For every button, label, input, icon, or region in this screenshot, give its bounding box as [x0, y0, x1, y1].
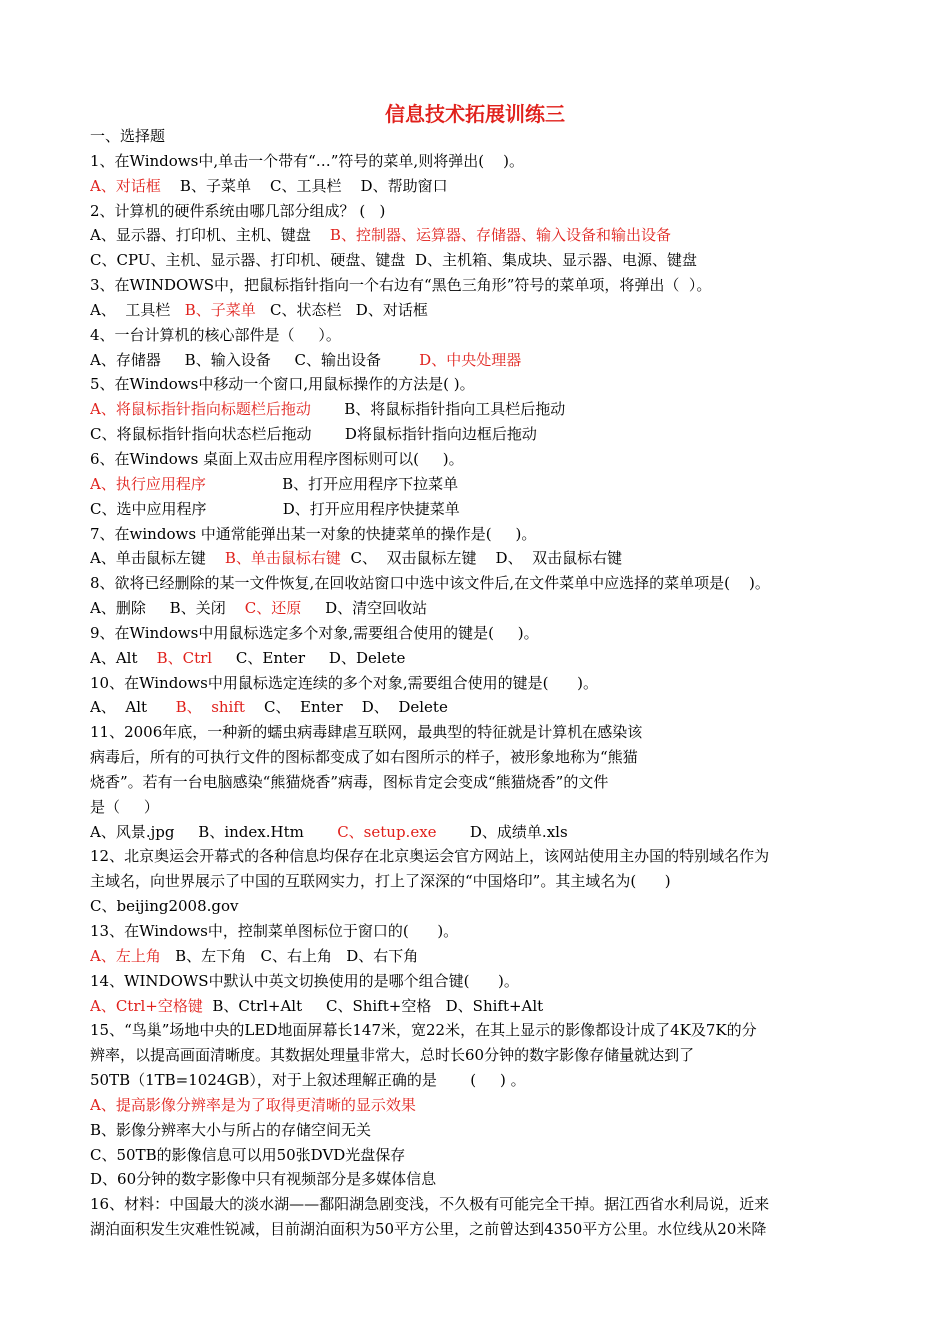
text-line: [90, 1068, 865, 1093]
text-line: [90, 522, 865, 547]
line-text: 烧香”。若有一台电脑感染“熊猫烧香”病毒，图标肯定会变成“熊猫烧香”的文件: [90, 772, 609, 791]
text-line: [90, 869, 865, 894]
line-text: 8、欲将已经删除的某一文件恢复,在回收站窗口中选中该文件后,在文件菜单中应选择的菜单项是( )。: [90, 574, 770, 593]
text-line: [90, 770, 865, 795]
text-line: [90, 571, 865, 596]
line-text: 15、“鸟巢”场地中央的LED地面屏幕长147米，宽22米，在其上显示的影像都设计成了4K及7K的分: [90, 1021, 757, 1040]
text-line: [90, 397, 865, 422]
line-text: 11、2006年底，一种新的蠕虫病毒肆虐互联网，最典型的特征就是计算机在感染该: [90, 723, 643, 742]
text-line: [90, 720, 865, 745]
answer-text: C、还原: [244, 599, 302, 618]
line-text: B、子菜单 C、工具栏 D、帮助窗口: [160, 176, 448, 195]
answer-text: B、单击鼠标右键: [224, 549, 341, 568]
answer-text: B、控制器、运算器、存储器、输入设备和输出设备: [329, 226, 671, 245]
text-line: [90, 497, 865, 522]
line-text: 主域名，向世界展示了中国的互联网实力，打上了深深的“中国烙印”。其主域名为( ): [90, 872, 671, 891]
text-line: [90, 1167, 865, 1192]
line-text: D、成绩单.xls: [436, 822, 568, 841]
line-text: A、 Alt: [90, 698, 176, 717]
answer-text: A、执行应用程序: [90, 474, 206, 493]
answer-text: C、setup.exe: [337, 822, 437, 841]
line-text: 13、在Windows中，控制菜单图标位于窗口的( )。: [90, 922, 459, 940]
line-text: C、beijing2008.gov: [90, 897, 239, 916]
line-text: B、影像分辨率大小与所占的存储空间无关: [90, 1120, 372, 1139]
document-body: [90, 124, 865, 1242]
line-text: 9、在Windows中用鼠标选定多个对象,需要组合使用的键是( )。: [90, 623, 539, 642]
text-line: [90, 695, 865, 720]
answer-text: A、提高影像分辨率是为了取得更清晰的显示效果: [90, 1095, 416, 1114]
line-text: 6、在Windows 桌面上双击应用程序图标则可以( )。: [90, 449, 464, 468]
line-text: B、将鼠标指针指向工具栏后拖动: [310, 400, 566, 419]
text-line: [90, 174, 865, 199]
answer-text: A、对话框: [90, 176, 161, 195]
line-text: A、删除 B、关闭: [90, 599, 245, 618]
line-text: C、将鼠标指针指向状态栏后拖动 D将鼠标指针指向边框后拖动: [90, 425, 537, 444]
text-line: [90, 1143, 865, 1168]
text-line: [90, 273, 865, 298]
line-text: 16、材料：中国最大的淡水湖——鄱阳湖急剧变浅，不久极有可能完全干掉。据江西省水利局说，近来: [90, 1195, 770, 1214]
text-line: [90, 1093, 865, 1118]
answer-text: B、 shift: [175, 698, 245, 717]
text-line: [90, 323, 865, 348]
text-line: [90, 596, 865, 621]
text-line: [90, 298, 865, 323]
line-text: A、单击鼠标左键: [90, 549, 225, 568]
text-line: [90, 844, 865, 869]
answer-text: A、将鼠标指针指向标题栏后拖动: [90, 400, 311, 419]
text-line: [90, 994, 865, 1019]
text-line: [90, 223, 865, 248]
answer-text: A、左上角: [90, 946, 161, 965]
line-text: A、风景.jpg B、index.Htm: [90, 822, 338, 841]
line-text: C、状态栏 D、对话框: [255, 300, 428, 319]
line-text: 12、北京奥运会开幕式的各种信息均保存在北京奥运会官方网站上，该网站使用主办国的特别域名作为: [90, 847, 770, 866]
line-text: 1、在Windows中,单击一个带有“…”符号的菜单,则将弹出( )。: [90, 151, 524, 170]
text-line: [90, 944, 865, 969]
answer-text: B、Ctrl: [156, 648, 213, 667]
text-line: [90, 671, 865, 696]
line-text: 湖泊面积发生灾难性锐减，目前湖泊面积为50平方公里，之前曾达到4350平方公里。水位线从20米降: [90, 1220, 767, 1239]
line-text: A、Alt: [90, 648, 157, 667]
line-text: B、Ctrl+Alt C、Shift+空格 D、Shift+Alt: [202, 996, 544, 1015]
line-text: 14、WINDOWS中默认中英文切换使用的是哪个组合键( )。: [90, 971, 519, 990]
line-text: C、选中应用程序 D、打开应用程序快捷菜单: [90, 499, 460, 518]
line-text: 50TB（1TB=1024GB），对于上叙述理解正确的是 ( ) 。: [90, 1071, 526, 1090]
line-text: C、CPU、主机、显示器、打印机、硬盘、键盘 D、主机箱、集成块、显示器、电源、键盘: [90, 251, 697, 270]
text-line: [90, 372, 865, 397]
answer-text: D、中央处理器: [419, 350, 522, 369]
text-line: [90, 472, 865, 497]
text-line: [90, 919, 865, 944]
line-text: 7、在windows 中通常能弹出某一对象的快捷菜单的操作是( )。: [90, 524, 537, 543]
answer-text: A、Ctrl+空格键: [90, 996, 203, 1015]
document-title: 信息技术拓展训练三: [385, 102, 565, 126]
text-line: [90, 969, 865, 994]
text-line: [90, 745, 865, 770]
line-text: 病毒后，所有的可执行文件的图标都变成了如右图所示的样子，被形象地称为“熊猫: [90, 748, 638, 767]
text-line: [90, 422, 865, 447]
text-line: [90, 348, 865, 373]
text-line: [90, 248, 865, 273]
text-line: [90, 1118, 865, 1143]
line-text: D、清空回收站: [301, 599, 428, 618]
text-line: [90, 447, 865, 472]
line-text: A、存储器 B、输入设备 C、输出设备: [90, 350, 420, 369]
text-line: [90, 1217, 865, 1242]
line-text: C、50TB的影像信息可以用50张DVD光盘保存: [90, 1145, 406, 1164]
answer-text: B、子菜单: [184, 300, 256, 319]
line-text: 一、选择题: [90, 127, 166, 145]
line-text: 4、一台计算机的核心部件是（ ）。: [90, 325, 341, 344]
line-text: B、打开应用程序下拉菜单: [205, 474, 459, 493]
text-line: [90, 149, 865, 174]
line-text: 是（ ）: [90, 797, 159, 816]
line-text: C、 双击鼠标左键 D、 双击鼠标右键: [340, 549, 623, 568]
line-text: B、左下角 C、右上角 D、右下角: [160, 946, 419, 965]
text-line: [90, 199, 865, 224]
line-text: 3、在WINDOWS中，把鼠标指针指向一个右边有“黑色三角形”符号的菜单项，将弹出（ ）。: [90, 276, 712, 295]
text-line: [90, 546, 865, 571]
line-text: 10、在Windows中用鼠标选定连续的多个对象,需要组合使用的键是( )。: [90, 673, 598, 692]
text-line: [90, 1043, 865, 1068]
line-text: D、60分钟的数字影像中只有视频部分是多媒体信息: [90, 1170, 437, 1189]
line-text: A、显示器、打印机、主机、键盘: [90, 226, 330, 245]
line-text: 5、在Windows中移动一个窗口,用鼠标操作的方法是( )。: [90, 375, 475, 394]
text-line: [90, 820, 865, 845]
text-line: [90, 621, 865, 646]
text-line: [90, 1192, 865, 1217]
text-line: [90, 795, 865, 820]
text-line: [90, 124, 865, 149]
text-line: [90, 894, 865, 919]
text-line: [90, 1018, 865, 1043]
line-text: 辨率，以提高画面清晰度。其数据处理量非常大，总时长60分钟的数字影像存储量就达到了: [90, 1046, 695, 1065]
text-line: [90, 646, 865, 671]
line-text: C、Enter D、Delete: [212, 648, 406, 667]
line-text: 2、计算机的硬件系统由哪几部分组成？ ( ): [90, 201, 386, 220]
line-text: C、 Enter D、 Delete: [244, 698, 448, 717]
line-text: A、 工具栏: [90, 300, 185, 319]
